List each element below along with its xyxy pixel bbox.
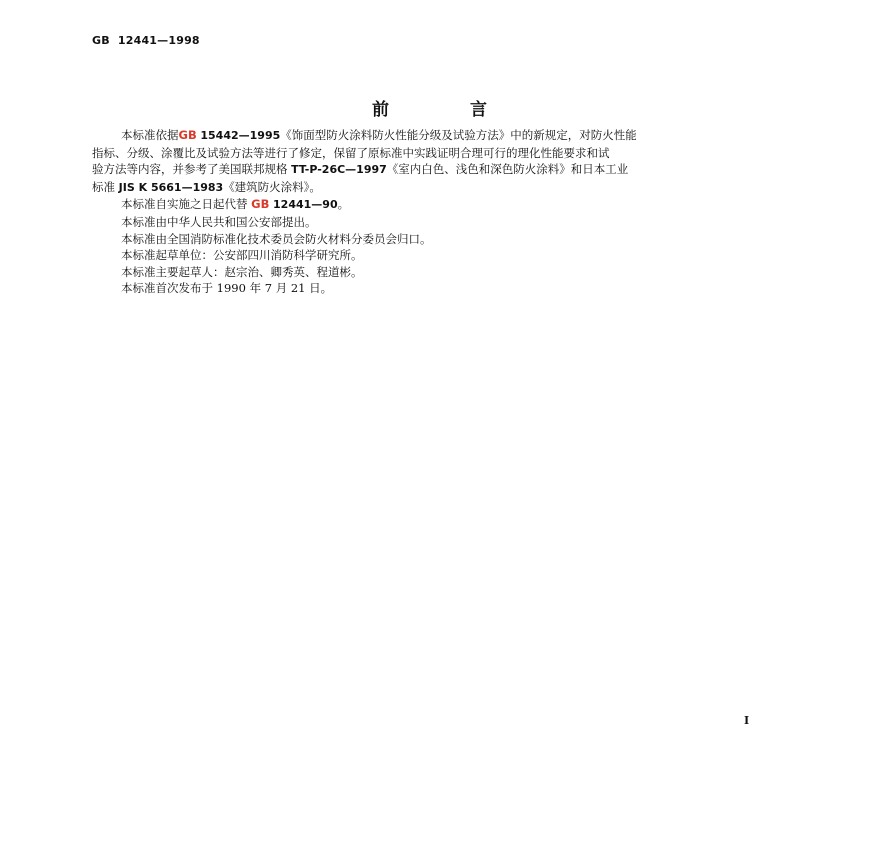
paragraph-replacement [92, 196, 768, 214]
paragraph-proposer: 本标准由中华人民共和国公安部提出。 [121, 214, 317, 229]
paragraph-text: 。 [337, 197, 350, 212]
paragraph-basis-line-1 [92, 127, 768, 145]
title-char-1: 前 [372, 100, 389, 120]
paragraph-text: 验方法等内容，并参考了美国联邦规格 [92, 162, 288, 177]
page-number: I [744, 714, 750, 727]
paragraph-text: 《建筑防火涂料》。 [223, 179, 321, 194]
paragraph-text: 本标准自实施之日起代替 [121, 197, 248, 212]
paragraph-basis-line-2 [92, 145, 768, 162]
paragraph-administration: 本标准由全国消防标准化技术委员会防火材料分委员会归口。 [121, 231, 432, 246]
paragraph-text: 指标、分级、涂覆比及试验方法等进行了修定，保留了原标准中实践证明合理可行的理化性能要求和试 [92, 145, 610, 160]
paragraph-drafters: 本标准主要起草人：赵宗治、卿秀英、程道彬。 [121, 264, 363, 279]
standard-code: JIS K 5661—1983 [118, 180, 224, 194]
standard-code: 12441—90 [273, 198, 338, 212]
header-prefix: GB [92, 34, 110, 47]
paragraph-text: 标准 [92, 179, 115, 194]
foreword-body [92, 127, 768, 297]
paragraph-text: 《饰面型防火涂料防火性能分级及试验方法》中的新规定，对防火性能 [280, 128, 637, 142]
paragraph-drafting-unit: 本标准起草单位：公安部四川消防科学研究所。 [121, 248, 363, 263]
paragraph-basis-line-3 [92, 161, 768, 179]
gb-highlight: GB [251, 197, 270, 212]
header-number: 12441—1998 [117, 34, 200, 47]
section-title [372, 95, 487, 120]
gb-highlight: GB [178, 128, 197, 142]
standard-header [92, 34, 200, 47]
standard-code: TT-P-26C—1997 [291, 163, 387, 177]
paragraph-first-issue: 本标准首次发布于 1990 年 7 月 21 日。 [121, 281, 333, 296]
paragraph-basis-line-4 [92, 179, 768, 197]
paragraph-text: 《室内白色、浅色和深色防火涂料》和日本工业 [386, 162, 629, 177]
paragraph-text: 本标准依据 [121, 128, 179, 142]
title-char-2: 言 [470, 100, 487, 120]
standard-code: 15442—1995 [200, 129, 281, 142]
